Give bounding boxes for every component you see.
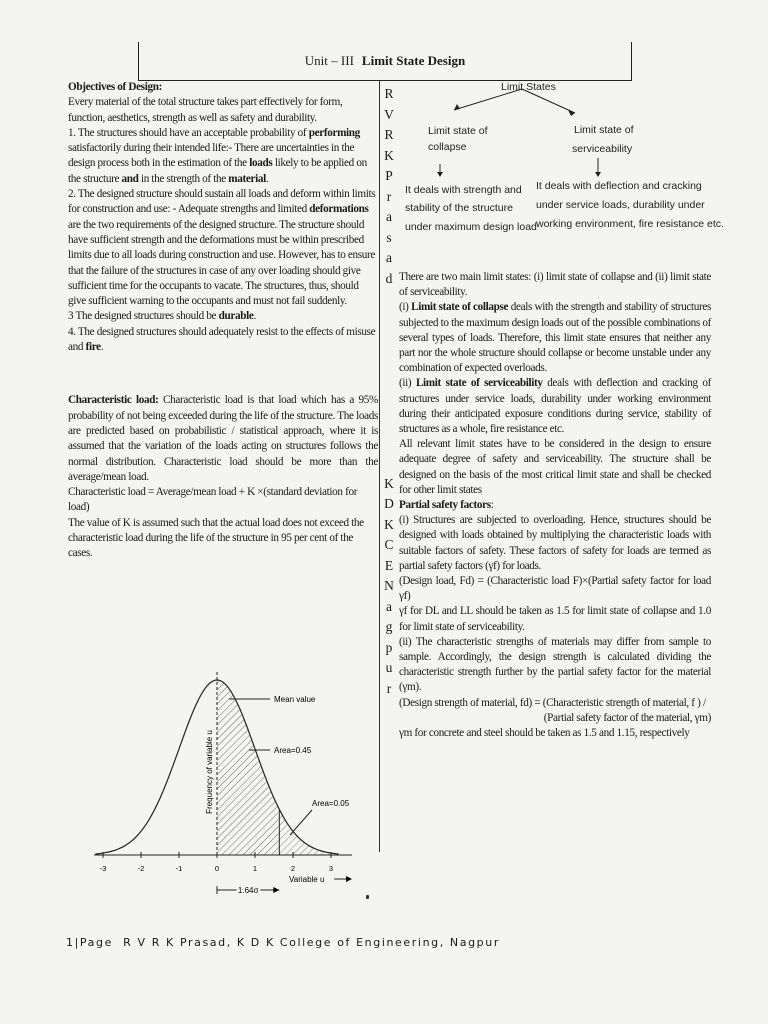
vertical-letter [382,351,396,372]
design-load-formula: (Design load, Fd) = (Characteristic load F)×(Partial safety factor for load γf) [399,575,711,603]
vertical-letter: p [385,639,393,655]
mean-value-label: Mean value [274,695,316,704]
limit-states-root: Limit States [501,81,556,93]
objective-4: 4. The designed structures should adequately resist to the effects of misuse and fire. [68,325,376,354]
vertical-letter: K [384,516,394,532]
shaded-region [217,680,279,855]
area-045-label: Area=0.45 [274,746,312,755]
partial-safety-heading: Partial safety factors: [399,499,494,512]
gamma-f-note: γf for DL and LL should be taken as 1.5 for limit state of collapse and 1.0 for limit state of serviceability. [399,605,711,633]
gamma-m-note: γm for concrete and steel should be taken as 1.5 and 1.15, respectively [399,727,690,740]
vertical-letter [382,412,396,433]
vertical-letter [382,392,396,413]
x-tick-label: -1 [175,864,183,873]
serviceability-title-2: serviceability [572,143,633,155]
serviceability-title-1: Limit state of [574,124,634,136]
left-column [68,80,378,562]
vertical-letter: C [384,537,394,552]
collapse-title-2: collapse [428,141,467,153]
sigma-span-label: 1.64σ [237,886,259,895]
distribution-plot [84,660,374,910]
vertical-letter: d [385,270,393,286]
limit-states-intro: There are two main limit states: (i) limit state of collapse and (ii) limit state of serviceability. [399,271,711,299]
vertical-letter: K [384,475,394,491]
vertical-letter [382,453,396,474]
page-footer [66,936,500,949]
vertical-letter: a [386,598,392,614]
vertical-letter: P [385,168,393,183]
all-limit-states-paragraph: All relevant limit states have to be considered in the design to ensure adequate degree of safety and serviceability. The structure shall be designed on the basis of the most critical limit state and shall be checked for other limit states [399,438,711,496]
limit-states-diagram [400,80,724,250]
objective-3: 3 The designed structures should be durable. [68,310,256,323]
vertical-letter: D [384,496,394,511]
x-tick-label: 2 [290,864,296,873]
design-strength-formula-cont: (Partial safety factor of the material, γm) [543,711,711,724]
design-strength-formula: (Design strength of material, fd) = (Characteristic strength of material, f ) / [399,696,706,709]
vertical-letter: g [385,619,393,634]
objective-2: 2. The designed structure should sustain all loads and deform within limits for construction and use: - Adequate strengths and limited deformations are the two requirements of the designed structure. The structure should have sufficient strength and the deformations must be within prescribed limits due to all loads during construction and use. However, has to ensure that the failure of the structures in case of any over loading should give sufficient time for the occupants to vacate. The structures, thus, should give sufficient warning to the occupants and must not fail suddenly. [68,188,376,308]
vertical-letter: r [386,188,392,204]
objectives-intro: Every material of the total structure takes part effectively for form, function, aesthetics, strength as well as safety and durability. [68,96,343,124]
normal-distribution-chart [84,660,374,910]
x-tick-label: -2 [137,864,145,873]
x-axis-label: Variable u [289,875,325,884]
characteristic-load-formula: Characteristic load = Average/mean load + K ×(standard deviation for load) [68,486,358,514]
column-divider [379,80,380,852]
vertical-letter: K [384,147,394,163]
collapse-title-1: Limit state of [428,125,488,137]
x-tick-label: -3 [99,864,107,873]
partial-safety-material-paragraph: (ii) The characteristic strengths of materials may differ from sample to sample. Accordingly, the design strength is calculated dividing the characteristic strength further by the partial safety factor for the material (γm). [399,635,711,694]
collapse-desc-3: under maximum design load [405,221,537,233]
vertical-watermark-text [382,84,396,699]
collapse-paragraph: (i) Limit state of collapse deals with the strength and stability of structures subjected to the maximum design loads out of the possible combinations of several types of loads. Therefore, this limit state ensures that neither any part nor the whole structure should collapse or become unstable under any combination of expected overloads. [399,301,711,375]
vertical-letter: R [384,86,394,101]
vertical-letter: r [386,680,392,696]
page-title: Limit State Design [361,53,466,68]
vertical-letter [382,289,396,310]
k-value-note: The value of K is assumed such that the actual load does not exceed the characteristic load during the life of the structure in 95 per cent of the cases. [68,516,364,560]
objectives-heading: Objectives of Design: [68,81,162,93]
vertical-letter: V [384,106,394,122]
vertical-letter: u [385,660,393,675]
x-axis-arrowhead [346,876,352,882]
stray-mark [366,895,369,899]
vertical-letter: a [386,209,392,224]
collapse-desc-2: stability of the structure [405,202,513,214]
sigma-span-arrowhead [273,887,279,893]
right-column [399,270,711,741]
vertical-letter: a [386,250,392,265]
vertical-letter: N [384,578,394,593]
objective-1: 1. The structures should have an acceptable probability of performing satisfactorily during their intended life:- There are uncertainties in the design process both in the estimation of the loads likely to be applied on the structure and in the strength of the material. [68,126,367,185]
vertical-letter: R [384,127,394,142]
vertical-letter: E [384,557,394,573]
partial-safety-load-paragraph: (i) Structures are subjected to overloading. Hence, structures should be designed with loads obtained by multiplying the characteristic loads with suitable factors of safety. These factors of safety for loads are termed as partial safety factors (γf) for loads. [399,514,711,572]
author-credit: R V R K Prasad, K D K College of Engineering, Nagpur [123,936,500,949]
page-number: 1|Page [66,936,113,949]
serviceability-desc-2: under service loads, durability under [536,199,705,211]
serviceability-paragraph: (ii) Limit state of serviceability deals with deflection and cracking of structures under service loads, durability under working environment during their anticipated exposure conditions during service, stability of structures as a whole, fire resistance etc. [399,377,711,436]
page-header [138,42,632,81]
area-005-pointer [290,810,312,835]
shaded-region [279,809,331,855]
x-tick-label: 1 [252,864,258,873]
area-005-label: Area=0.05 [312,799,350,808]
serviceability-desc-3: working environment, fire resistance etc. [536,218,724,230]
serviceability-desc-1: It deals with deflection and cracking [536,180,702,192]
vertical-letter [382,371,396,392]
x-tick-label: 0 [214,864,220,873]
x-tick-label: 3 [328,864,334,873]
vertical-letter [382,310,396,331]
vertical-letter [382,330,396,351]
y-axis-label: Frequency of variable u [205,730,214,814]
characteristic-load-paragraph: Characteristic load: Characteristic load is that load which has a 95% probability of not being exceeded during the life of the structure. The loads are predicted based on probabilistic / statistical approach, where it is assumed that the variation of the loads acting on structures follows the normal distribution. Characteristic load should be more than the average/mean load. [68,394,378,483]
vertical-letter [382,433,396,454]
unit-label: Unit – III [304,53,354,68]
vertical-letter: s [386,229,392,245]
collapse-desc-1: It deals with strength and [405,184,522,196]
